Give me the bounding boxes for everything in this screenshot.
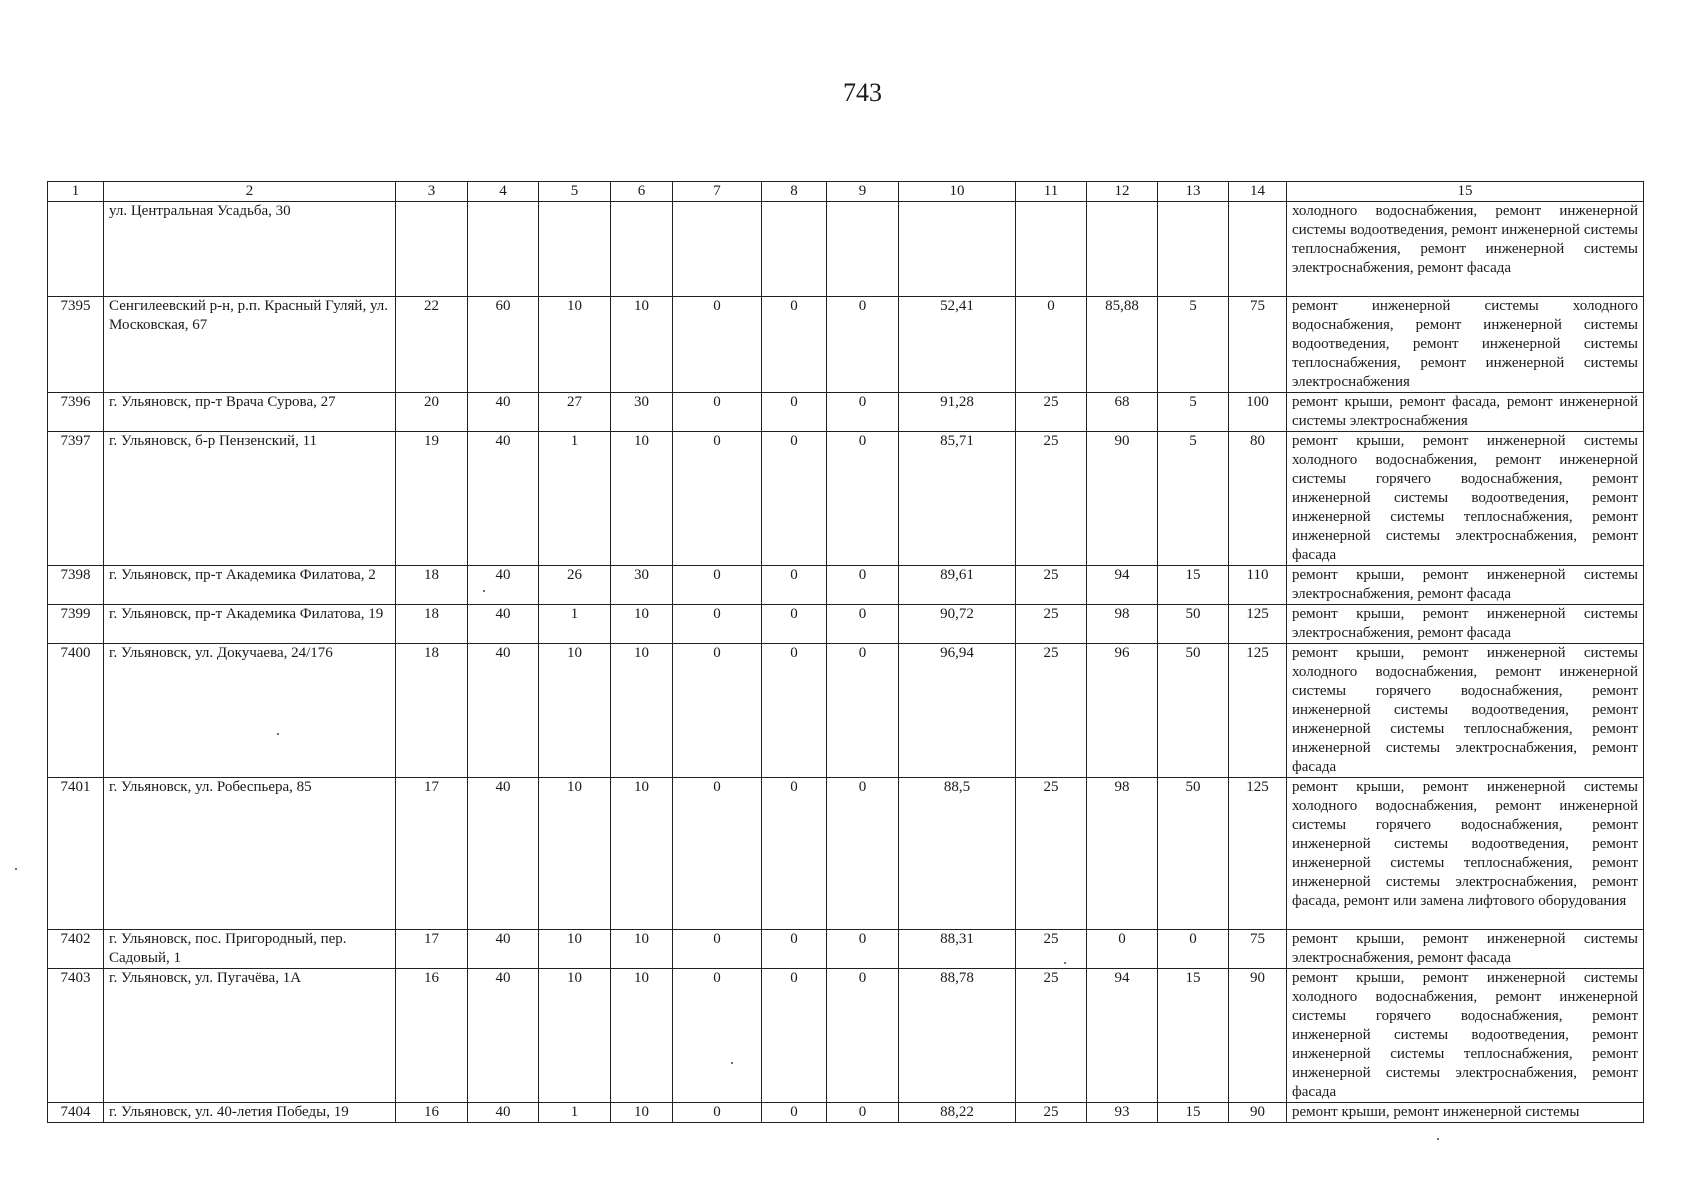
address-cell: г. Ульяновск, ул. Докучаева, 24/176 bbox=[104, 644, 396, 778]
value-cell: 0 bbox=[1158, 930, 1229, 969]
value-cell: 25 bbox=[1016, 930, 1087, 969]
table-row bbox=[48, 297, 1644, 393]
row-number: 7404 bbox=[48, 1103, 104, 1123]
works-cell: холодного водоснабжения, ремонт инженерной системы водоотведения, ремонт инженерной системы теплоснабжения, ремонт инженерной системы электроснабжения, ремонт фасада bbox=[1287, 202, 1644, 297]
table-row bbox=[48, 778, 1644, 930]
value-cell: 40 bbox=[468, 566, 539, 605]
address-cell: г. Ульяновск, б-р Пензенский, 11 bbox=[104, 432, 396, 566]
works-cell: ремонт крыши, ремонт инженерной системы bbox=[1287, 1103, 1644, 1123]
value-cell: 88,78 bbox=[899, 969, 1016, 1103]
table-row bbox=[48, 969, 1644, 1103]
value-cell: 0 bbox=[827, 644, 899, 778]
column-header: 9 bbox=[827, 182, 899, 202]
page-number: 743 bbox=[843, 78, 882, 107]
row-number: 7395 bbox=[48, 297, 104, 393]
value-cell: 0 bbox=[762, 393, 827, 432]
works-cell: ремонт крыши, ремонт фасада, ремонт инженерной системы электроснабжения bbox=[1287, 393, 1644, 432]
value-cell: 10 bbox=[611, 930, 673, 969]
table-body bbox=[48, 182, 1644, 1123]
value-cell: 98 bbox=[1087, 778, 1158, 930]
table-row bbox=[48, 432, 1644, 566]
value-cell: 0 bbox=[827, 930, 899, 969]
value-cell: 0 bbox=[827, 297, 899, 393]
column-header: 1 bbox=[48, 182, 104, 202]
value-cell: 0 bbox=[827, 566, 899, 605]
value-cell bbox=[539, 202, 611, 297]
value-cell: 40 bbox=[468, 969, 539, 1103]
value-cell: 80 bbox=[1229, 432, 1287, 566]
value-cell bbox=[827, 202, 899, 297]
value-cell: 1 bbox=[539, 605, 611, 644]
row-number: 7396 bbox=[48, 393, 104, 432]
table-row bbox=[48, 202, 1644, 297]
works-cell: ремонт крыши, ремонт инженерной системы электроснабжения, ремонт фасада bbox=[1287, 605, 1644, 644]
value-cell: 52,41 bbox=[899, 297, 1016, 393]
value-cell: 90 bbox=[1229, 969, 1287, 1103]
value-cell: 25 bbox=[1016, 778, 1087, 930]
value-cell: 30 bbox=[611, 393, 673, 432]
works-cell: ремонт крыши, ремонт инженерной системы холодного водоснабжения, ремонт инженерной системы горячего водоснабжения, ремонт инженерной системы водоотведения, ремонт инженерной системы теплоснабжения, ремонт инженерной системы электроснабжения, ремонт фасада, ремонт или замена лифтового оборудования bbox=[1287, 778, 1644, 930]
value-cell: 5 bbox=[1158, 297, 1229, 393]
value-cell: 1 bbox=[539, 1103, 611, 1123]
works-cell: ремонт крыши, ремонт инженерной системы холодного водоснабжения, ремонт инженерной системы горячего водоснабжения, ремонт инженерной системы водоотведения, ремонт инженерной системы теплоснабжения, ремонт инженерной системы электроснабжения, ремонт фасада bbox=[1287, 432, 1644, 566]
table-row bbox=[48, 644, 1644, 778]
works-cell: ремонт крыши, ремонт инженерной системы электроснабжения, ремонт фасада bbox=[1287, 930, 1644, 969]
works-cell: ремонт крыши, ремонт инженерной системы электроснабжения, ремонт фасада bbox=[1287, 566, 1644, 605]
value-cell: 19 bbox=[396, 432, 468, 566]
value-cell: 40 bbox=[468, 778, 539, 930]
value-cell: 25 bbox=[1016, 432, 1087, 566]
value-cell: 0 bbox=[673, 644, 762, 778]
value-cell: 16 bbox=[396, 969, 468, 1103]
value-cell: 0 bbox=[827, 778, 899, 930]
value-cell: 10 bbox=[611, 969, 673, 1103]
value-cell bbox=[396, 202, 468, 297]
value-cell: 91,28 bbox=[899, 393, 1016, 432]
value-cell: 50 bbox=[1158, 644, 1229, 778]
value-cell: 0 bbox=[673, 930, 762, 969]
value-cell: 10 bbox=[539, 930, 611, 969]
value-cell: 25 bbox=[1016, 393, 1087, 432]
value-cell: 25 bbox=[1016, 969, 1087, 1103]
table-row bbox=[48, 605, 1644, 644]
address-cell: г. Ульяновск, пос. Пригородный, пер. Садовый, 1 bbox=[104, 930, 396, 969]
value-cell: 75 bbox=[1229, 930, 1287, 969]
value-cell bbox=[1229, 202, 1287, 297]
value-cell: 10 bbox=[539, 297, 611, 393]
table-row bbox=[48, 930, 1644, 969]
value-cell: 98 bbox=[1087, 605, 1158, 644]
value-cell: 75 bbox=[1229, 297, 1287, 393]
value-cell bbox=[1016, 202, 1087, 297]
value-cell: 22 bbox=[396, 297, 468, 393]
address-cell: г. Ульяновск, пр-т Академика Филатова, 2 bbox=[104, 566, 396, 605]
value-cell bbox=[1087, 202, 1158, 297]
value-cell: 10 bbox=[539, 969, 611, 1103]
value-cell: 85,71 bbox=[899, 432, 1016, 566]
column-header: 2 bbox=[104, 182, 396, 202]
value-cell bbox=[673, 202, 762, 297]
value-cell: 17 bbox=[396, 930, 468, 969]
value-cell: 5 bbox=[1158, 432, 1229, 566]
scan-speck bbox=[15, 868, 17, 870]
table-row bbox=[48, 566, 1644, 605]
value-cell: 25 bbox=[1016, 605, 1087, 644]
value-cell: 85,88 bbox=[1087, 297, 1158, 393]
value-cell: 0 bbox=[673, 778, 762, 930]
value-cell: 93 bbox=[1087, 1103, 1158, 1123]
housing-repair-table bbox=[47, 181, 1644, 1123]
column-header: 6 bbox=[611, 182, 673, 202]
value-cell: 88,22 bbox=[899, 1103, 1016, 1123]
value-cell bbox=[899, 202, 1016, 297]
value-cell: 89,61 bbox=[899, 566, 1016, 605]
address-cell: г. Ульяновск, пр-т Академика Филатова, 19 bbox=[104, 605, 396, 644]
row-number bbox=[48, 202, 104, 297]
value-cell: 20 bbox=[396, 393, 468, 432]
column-header: 13 bbox=[1158, 182, 1229, 202]
table-row bbox=[48, 1103, 1644, 1123]
value-cell: 0 bbox=[673, 605, 762, 644]
row-number: 7402 bbox=[48, 930, 104, 969]
value-cell: 0 bbox=[762, 930, 827, 969]
value-cell: 94 bbox=[1087, 969, 1158, 1103]
value-cell: 10 bbox=[611, 778, 673, 930]
scan-speck bbox=[731, 1062, 733, 1064]
row-number: 7399 bbox=[48, 605, 104, 644]
value-cell: 96 bbox=[1087, 644, 1158, 778]
column-header: 12 bbox=[1087, 182, 1158, 202]
row-number: 7397 bbox=[48, 432, 104, 566]
value-cell: 18 bbox=[396, 605, 468, 644]
table-row bbox=[48, 393, 1644, 432]
value-cell: 50 bbox=[1158, 605, 1229, 644]
value-cell: 15 bbox=[1158, 566, 1229, 605]
value-cell: 10 bbox=[611, 605, 673, 644]
scan-speck bbox=[277, 733, 279, 735]
value-cell: 50 bbox=[1158, 778, 1229, 930]
works-cell: ремонт крыши, ремонт инженерной системы холодного водоснабжения, ремонт инженерной системы горячего водоснабжения, ремонт инженерной системы водоотведения, ремонт инженерной системы теплоснабжения, ремонт инженерной системы электроснабжения, ремонт фасада bbox=[1287, 969, 1644, 1103]
row-number: 7398 bbox=[48, 566, 104, 605]
row-number: 7403 bbox=[48, 969, 104, 1103]
column-header: 3 bbox=[396, 182, 468, 202]
value-cell: 100 bbox=[1229, 393, 1287, 432]
value-cell: 0 bbox=[762, 1103, 827, 1123]
scan-speck bbox=[1064, 962, 1066, 964]
column-header: 15 bbox=[1287, 182, 1644, 202]
value-cell: 1 bbox=[539, 432, 611, 566]
value-cell: 90,72 bbox=[899, 605, 1016, 644]
scan-speck bbox=[1437, 1138, 1439, 1140]
value-cell: 15 bbox=[1158, 969, 1229, 1103]
value-cell: 40 bbox=[468, 1103, 539, 1123]
value-cell: 10 bbox=[611, 1103, 673, 1123]
value-cell: 0 bbox=[762, 969, 827, 1103]
value-cell: 0 bbox=[673, 566, 762, 605]
value-cell: 0 bbox=[673, 1103, 762, 1123]
value-cell: 0 bbox=[673, 969, 762, 1103]
value-cell: 88,31 bbox=[899, 930, 1016, 969]
value-cell: 0 bbox=[1087, 930, 1158, 969]
value-cell: 10 bbox=[611, 432, 673, 566]
scan-speck bbox=[483, 590, 485, 592]
value-cell: 0 bbox=[762, 297, 827, 393]
value-cell bbox=[611, 202, 673, 297]
address-cell: г. Ульяновск, ул. 40-летия Победы, 19 bbox=[104, 1103, 396, 1123]
value-cell: 0 bbox=[762, 432, 827, 566]
value-cell: 17 bbox=[396, 778, 468, 930]
value-cell: 10 bbox=[611, 644, 673, 778]
value-cell: 40 bbox=[468, 432, 539, 566]
value-cell: 10 bbox=[611, 297, 673, 393]
column-header-row bbox=[48, 182, 1644, 202]
value-cell: 26 bbox=[539, 566, 611, 605]
value-cell: 30 bbox=[611, 566, 673, 605]
value-cell: 125 bbox=[1229, 644, 1287, 778]
value-cell: 90 bbox=[1229, 1103, 1287, 1123]
value-cell: 68 bbox=[1087, 393, 1158, 432]
row-number: 7401 bbox=[48, 778, 104, 930]
value-cell: 18 bbox=[396, 644, 468, 778]
value-cell: 110 bbox=[1229, 566, 1287, 605]
value-cell: 96,94 bbox=[899, 644, 1016, 778]
value-cell: 90 bbox=[1087, 432, 1158, 566]
value-cell: 0 bbox=[673, 393, 762, 432]
value-cell: 125 bbox=[1229, 605, 1287, 644]
value-cell: 25 bbox=[1016, 1103, 1087, 1123]
works-cell: ремонт крыши, ремонт инженерной системы холодного водоснабжения, ремонт инженерной системы горячего водоснабжения, ремонт инженерной системы водоотведения, ремонт инженерной системы теплоснабжения, ремонт инженерной системы электроснабжения, ремонт фасада bbox=[1287, 644, 1644, 778]
address-cell: г. Ульяновск, ул. Робеспьера, 85 bbox=[104, 778, 396, 930]
value-cell: 40 bbox=[468, 930, 539, 969]
column-header: 7 bbox=[673, 182, 762, 202]
value-cell: 18 bbox=[396, 566, 468, 605]
value-cell: 0 bbox=[673, 297, 762, 393]
value-cell: 0 bbox=[827, 393, 899, 432]
address-cell: г. Ульяновск, пр-т Врача Сурова, 27 bbox=[104, 393, 396, 432]
value-cell bbox=[1158, 202, 1229, 297]
value-cell: 125 bbox=[1229, 778, 1287, 930]
column-header: 4 bbox=[468, 182, 539, 202]
value-cell: 40 bbox=[468, 644, 539, 778]
value-cell: 27 bbox=[539, 393, 611, 432]
value-cell: 0 bbox=[762, 644, 827, 778]
value-cell: 0 bbox=[827, 969, 899, 1103]
value-cell: 10 bbox=[539, 644, 611, 778]
value-cell: 25 bbox=[1016, 644, 1087, 778]
column-header: 8 bbox=[762, 182, 827, 202]
value-cell: 40 bbox=[468, 605, 539, 644]
value-cell: 10 bbox=[539, 778, 611, 930]
address-cell: Сенгилеевский р-н, р.п. Красный Гуляй, ул. Московская, 67 bbox=[104, 297, 396, 393]
value-cell: 15 bbox=[1158, 1103, 1229, 1123]
value-cell: 0 bbox=[673, 432, 762, 566]
value-cell: 94 bbox=[1087, 566, 1158, 605]
column-header: 14 bbox=[1229, 182, 1287, 202]
works-cell: ремонт инженерной системы холодного водоснабжения, ремонт инженерной системы водоотведения, ремонт инженерной системы теплоснабжения, ремонт инженерной системы электроснабжения bbox=[1287, 297, 1644, 393]
column-header: 11 bbox=[1016, 182, 1087, 202]
value-cell: 0 bbox=[762, 605, 827, 644]
address-cell: ул. Центральная Усадьба, 30 bbox=[104, 202, 396, 297]
value-cell: 0 bbox=[827, 605, 899, 644]
value-cell bbox=[762, 202, 827, 297]
value-cell: 0 bbox=[827, 432, 899, 566]
address-cell: г. Ульяновск, ул. Пугачёва, 1А bbox=[104, 969, 396, 1103]
column-header: 10 bbox=[899, 182, 1016, 202]
value-cell bbox=[468, 202, 539, 297]
value-cell: 0 bbox=[827, 1103, 899, 1123]
value-cell: 40 bbox=[468, 393, 539, 432]
value-cell: 0 bbox=[1016, 297, 1087, 393]
value-cell: 0 bbox=[762, 566, 827, 605]
column-header: 5 bbox=[539, 182, 611, 202]
value-cell: 5 bbox=[1158, 393, 1229, 432]
value-cell: 25 bbox=[1016, 566, 1087, 605]
row-number: 7400 bbox=[48, 644, 104, 778]
value-cell: 60 bbox=[468, 297, 539, 393]
value-cell: 88,5 bbox=[899, 778, 1016, 930]
value-cell: 0 bbox=[762, 778, 827, 930]
value-cell: 16 bbox=[396, 1103, 468, 1123]
